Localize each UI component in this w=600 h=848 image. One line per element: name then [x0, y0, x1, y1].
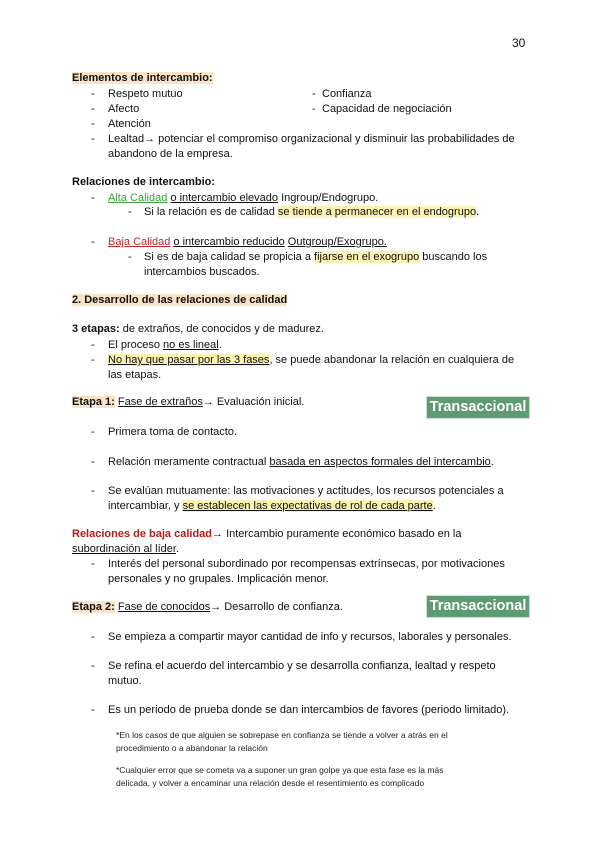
lealtad-line: Lealtad→ potenciar el compromiso organizacional y disminuir las probabilidades de — [108, 133, 515, 145]
etapa1-item: Se evalúan mutuamente: las motivaciones y actitudes, los recursos potenciales a — [108, 485, 504, 497]
elementos-heading: Elementos de intercambio: — [72, 72, 213, 84]
alta-calidad-line: Alta Calidad o intercambio elevado Ingroup/Endogrupo. — [108, 192, 379, 204]
baja-item: Interés del personal subordinado por recompensas extrínsecas, por motivaciones — [108, 558, 505, 570]
etapa2-item: Se empieza a compartir mayor cantidad de info y recursos, laborales y personales. — [108, 631, 512, 643]
footnote: *Cualquier error que se cometa va a suponer un gran golpe ya que esta fase es la más — [116, 765, 444, 775]
transaccional-badge: Transaccional — [426, 595, 530, 618]
footnote: procedimiento o a abandonar la relación — [116, 743, 268, 753]
elementos-item: Atención — [108, 118, 151, 130]
alta-sub-line: Si la relación es de calidad se tiende a permanecer en el endogrupo. — [144, 206, 480, 218]
etapa1-item: Relación meramente contractual basada en aspectos formales del intercambio. — [108, 456, 494, 468]
baja-sub-line: intercambios buscados. — [144, 266, 260, 278]
footnote: delicada, y volver a encaminar una relación desde el resentimiento es complicado — [116, 778, 425, 788]
etapas-item-cont: las etapas. — [108, 369, 162, 381]
elementos-item: Respeto mutuo — [108, 88, 183, 100]
baja-calidad-line2: subordinación al líder. — [72, 543, 180, 555]
page-number: 30 — [512, 36, 526, 50]
transaccional-badge: Transaccional — [426, 396, 530, 419]
etapa1-item-cont: intercambiar, y se establecen las expectativas de rol de cada parte. — [108, 500, 436, 512]
lealtad-line: abandono de la empresa. — [108, 148, 233, 160]
etapas-item: El proceso no es lineal. — [108, 339, 222, 351]
etapa2-item: Es un periodo de prueba donde se dan intercambios de favores (periodo limitado). — [108, 704, 510, 716]
etapa1-item: Primera toma de contacto. — [108, 426, 238, 438]
etapa2-item-cont: mutuo. — [108, 675, 142, 687]
baja-sub-line: Si es de baja calidad se propicia a fijarse en el exogrupo buscando los — [144, 251, 488, 263]
etapas-item: No hay que pasar por las 3 fases, se puede abandonar la relación en cualquiera de — [108, 354, 515, 366]
elementos-item-right: Capacidad de negociación — [322, 103, 452, 115]
baja-calidad-line: Baja Calidad o intercambio reducido Outgroup/Exogrupo. — [108, 236, 387, 248]
footnote: *En los casos de que alguien se sobrepase en confianza se tiende a volver a atrás en el — [116, 730, 448, 740]
section-title: 2. Desarrollo de las relaciones de calidad — [72, 294, 288, 306]
relaciones-heading: Relaciones de intercambio: — [72, 176, 216, 188]
etapa1-line: Etapa 1: Fase de extraños→ Evaluación inicial. — [72, 396, 305, 408]
etapa2-line: Etapa 2: Fase de conocidos→ Desarrollo de confianza. — [72, 601, 343, 613]
elementos-item: Afecto — [108, 103, 140, 115]
baja-calidad-heading: Relaciones de baja calidad→ Intercambio puramente económico basado en la — [72, 528, 462, 540]
baja-item-cont: personales y no grupales. Implicación menor. — [108, 573, 329, 585]
etapas-intro: 3 etapas: de extraños, de conocidos y de madurez. — [72, 323, 324, 335]
elementos-item-right: Confianza — [322, 88, 372, 100]
etapa2-item: Se refina el acuerdo del intercambio y se desarrolla confianza, lealtad y respeto — [108, 660, 496, 672]
